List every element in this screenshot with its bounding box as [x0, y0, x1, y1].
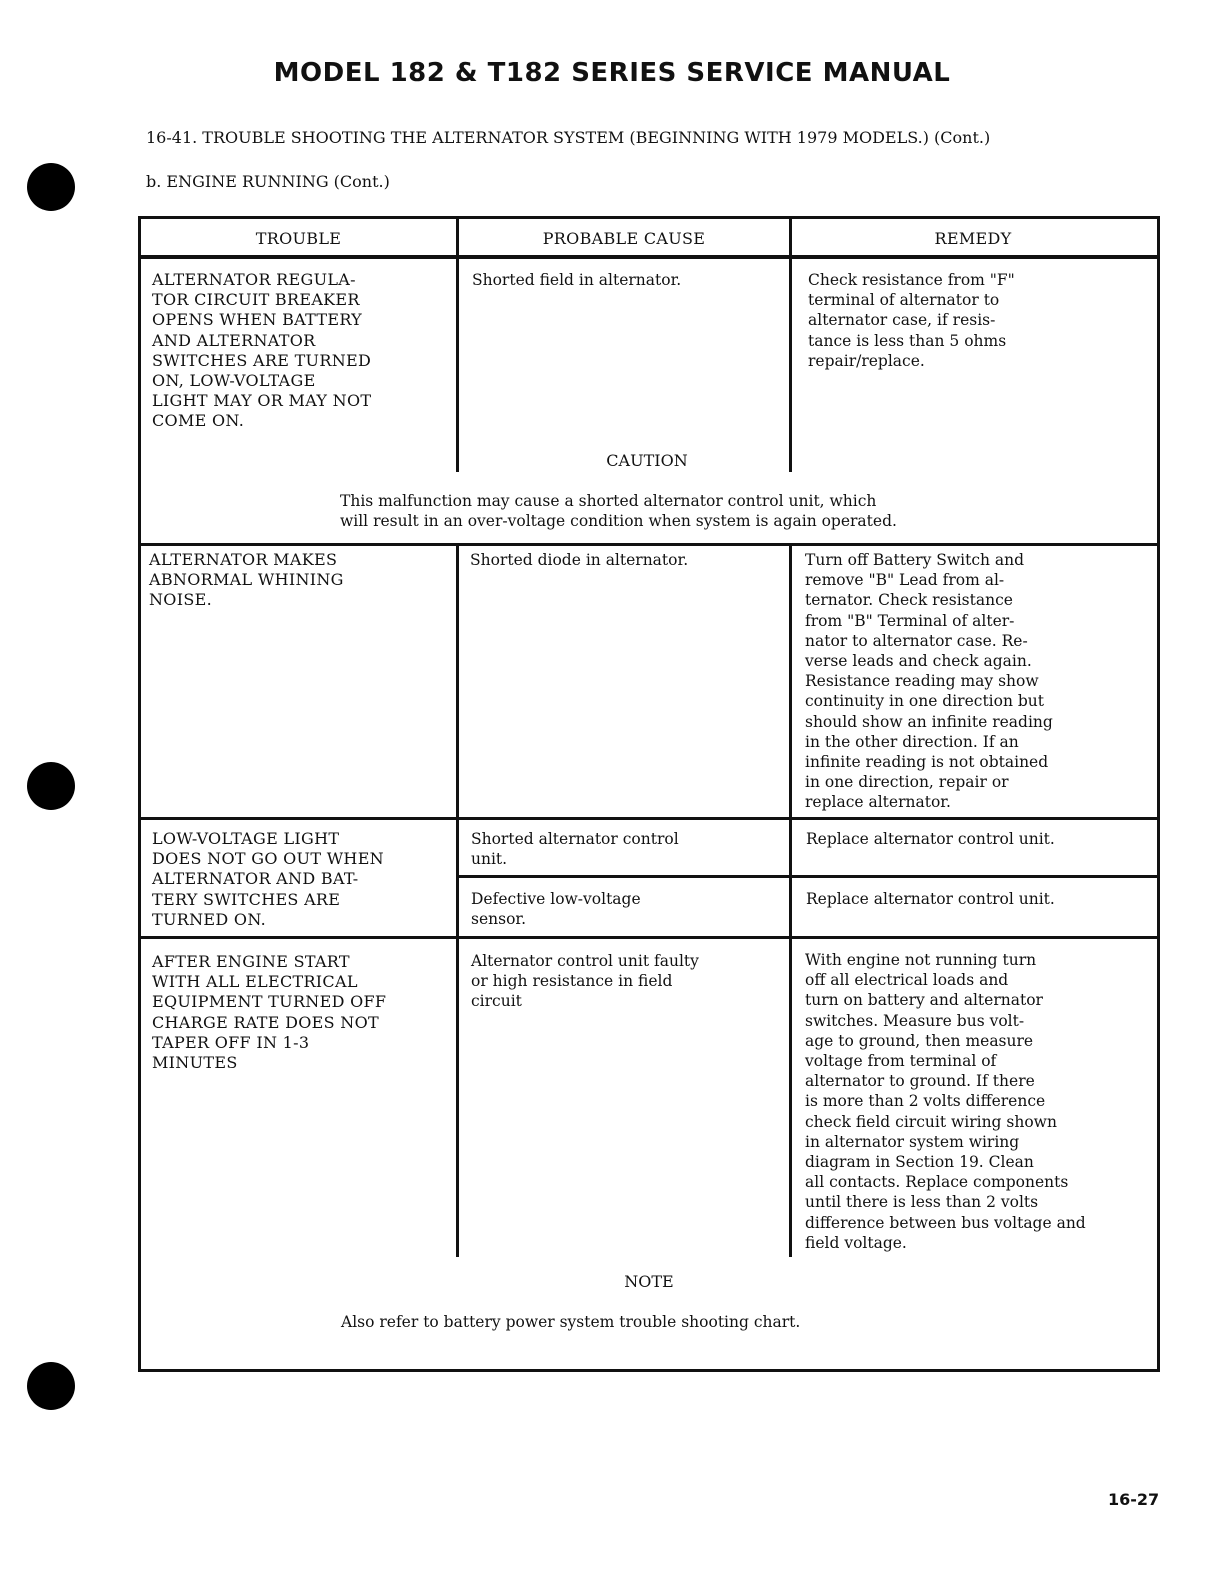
- binder-hole-top: [27, 163, 75, 211]
- row1-trouble: ALTERNATOR REGULA- TOR CIRCUIT BREAKER OPENS WHEN BATTERY AND ALTERNATOR SWITCHES ARE TURNED ON, LOW-VOLTAGE LIGHT MAY OR MAY NOT COME ON.: [152, 270, 372, 431]
- note-label: NOTE: [624, 1272, 674, 1291]
- row2-remedy: Turn off Battery Switch and remove "B" Lead from al- ternator. Check resistance from "B" Terminal of alter- nator to alternator case. Re- verse leads and check again. Resistance reading may show continuity in one direction but should show an infinite reading in the other direction. If an infinite reading is not obtained in one direction, repair or replace alternator.: [805, 551, 1053, 812]
- row4-trouble: AFTER ENGINE START WITH ALL ELECTRICAL EQUIPMENT TURNED OFF CHARGE RATE DOES NOT TAPER OFF IN 1-3 MINUTES: [152, 952, 387, 1073]
- row2-cause: Shorted diode in alternator.: [470, 551, 689, 569]
- header-remedy: REMEDY: [934, 229, 1012, 248]
- row4-cause: Alternator control unit faulty or high resistance in field circuit: [471, 952, 699, 1011]
- row3-remedy-1: Replace alternator control unit.: [806, 830, 1055, 848]
- note-text: Also refer to battery power system trouble shooting chart.: [341, 1313, 801, 1331]
- row3-rule: [138, 936, 1160, 939]
- row1-divider-2: [789, 259, 792, 472]
- row1-divider-1: [456, 259, 459, 472]
- binder-hole-middle: [27, 762, 75, 810]
- section-heading: 16-41. TROUBLE SHOOTING THE ALTERNATOR SYSTEM (BEGINNING WITH 1979 MODELS.) (Cont.): [146, 128, 991, 147]
- row3-remedy-2: Replace alternator control unit.: [806, 890, 1055, 908]
- row1-rule: [138, 543, 1160, 546]
- row4-divider-2: [789, 939, 792, 1257]
- row3-cause-1: Shorted alternator control unit.: [471, 830, 679, 869]
- row1-remedy: Check resistance from "F" terminal of alternator to alternator case, if resis- tance is less than 5 ohms repair/replace.: [808, 271, 1015, 370]
- header-rule: [138, 255, 1160, 259]
- row4-divider-1: [456, 939, 459, 1257]
- page-title: MODEL 182 & T182 SERIES SERVICE MANUAL: [273, 58, 951, 88]
- row1-cause: Shorted field in alternator.: [472, 271, 682, 289]
- row2-divider-2: [789, 546, 792, 817]
- row2-trouble: ALTERNATOR MAKES ABNORMAL WHINING NOISE.: [149, 550, 344, 610]
- caution-text: This malfunction may cause a shorted alternator control unit, which will result in an over-voltage condition when system is again operated.: [340, 492, 897, 530]
- row3-cause-2: Defective low-voltage sensor.: [471, 890, 641, 929]
- page-number: 16-27: [1108, 1490, 1160, 1509]
- row2-divider-1: [456, 546, 459, 817]
- row3-divider-2: [789, 820, 792, 938]
- caution-label: CAUTION: [606, 451, 688, 470]
- row3-divider-1: [456, 820, 459, 938]
- subheading: b. ENGINE RUNNING (Cont.): [146, 172, 390, 191]
- row4-remedy: With engine not running turn off all electrical loads and turn on battery and alternator switches. Measure bus volt- age to ground, then measure voltage from terminal of alternator to ground. If there is more than 2 volts difference check field circuit wiring shown in alternator system wiring diagram in Section 19. Clean all contacts. Replace components until there is less than 2 volts difference between bus voltage and field voltage.: [805, 951, 1086, 1252]
- binder-hole-bottom: [27, 1362, 75, 1410]
- row3-sub-rule: [458, 875, 1160, 878]
- row3-trouble: LOW-VOLTAGE LIGHT DOES NOT GO OUT WHEN ALTERNATOR AND BAT- TERY SWITCHES ARE TURNED ON.: [152, 829, 384, 929]
- header-trouble: TROUBLE: [255, 229, 342, 248]
- header-probable-cause: PROBABLE CAUSE: [542, 229, 706, 248]
- row2-rule: [138, 817, 1160, 820]
